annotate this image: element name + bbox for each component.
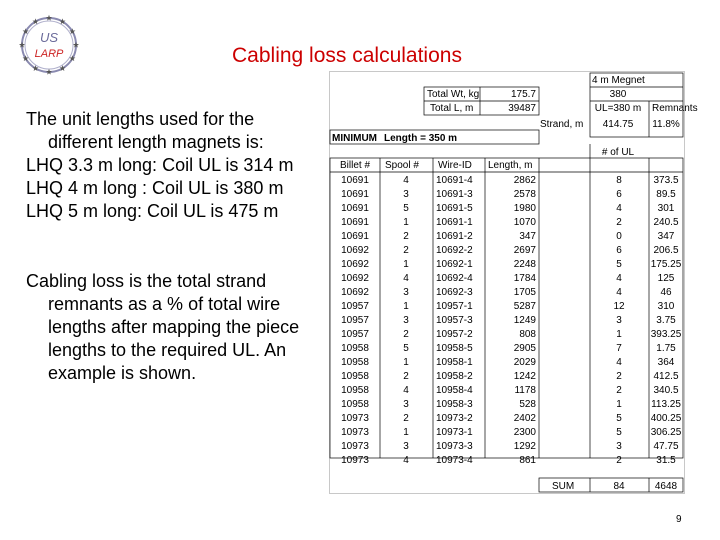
cell-spool: 3 xyxy=(403,189,409,200)
col-spool: Spool # xyxy=(385,160,419,171)
cell-wire-id: 10691-1 xyxy=(436,217,473,228)
remnants-value: 11.8% xyxy=(652,119,680,130)
cell-length: 1242 xyxy=(513,371,536,382)
cell-billet: 10957 xyxy=(341,301,369,312)
cell-ul-count: 5 xyxy=(616,413,622,424)
cell-spool: 2 xyxy=(403,231,409,242)
cell-ul-count: 0 xyxy=(616,231,622,242)
para1-line-3: LHQ 3.3 m long: Coil UL is 314 m xyxy=(26,155,294,175)
cell-wire-id: 10691-2 xyxy=(436,231,473,242)
cell-spool: 2 xyxy=(403,371,409,382)
cell-ul-count: 2 xyxy=(616,385,622,396)
cell-ul-count: 2 xyxy=(616,455,622,466)
cell-spool: 1 xyxy=(403,427,409,438)
ul-label: UL=380 m xyxy=(594,103,642,114)
para2-line-3: lengths after mapping the piece xyxy=(48,317,300,337)
cell-spool: 1 xyxy=(403,301,409,312)
slide-title: Cabling loss calculations xyxy=(232,44,462,67)
cell-remnant: 301 xyxy=(657,203,675,214)
para1-line-1: The unit lengths used for the xyxy=(26,109,255,129)
cell-spool: 3 xyxy=(403,315,409,326)
magnet-header: 4 m Megnet xyxy=(592,75,645,86)
cell-remnant: 47.75 xyxy=(653,441,679,452)
cell-length: 2402 xyxy=(513,413,536,424)
cabling-loss-paragraph xyxy=(26,270,336,385)
cell-wire-id: 10958-5 xyxy=(436,343,473,354)
cell-wire-id: 10958-4 xyxy=(436,385,473,396)
cell-remnant: 31.5 xyxy=(656,455,676,466)
cell-spool: 4 xyxy=(403,273,409,284)
cell-billet: 10973 xyxy=(341,413,369,424)
total-l-value: 39487 xyxy=(508,103,536,114)
cell-spool: 5 xyxy=(403,343,409,354)
cell-remnant: 347 xyxy=(657,231,675,242)
cell-billet: 10692 xyxy=(341,287,369,298)
cell-wire-id: 10692-2 xyxy=(436,245,473,256)
cell-ul-count: 4 xyxy=(616,273,622,284)
strand-value: 414.75 xyxy=(602,119,634,130)
cell-spool: 2 xyxy=(403,329,409,340)
cell-spool: 1 xyxy=(403,259,409,270)
cell-remnant: 393.25 xyxy=(650,329,682,340)
cell-billet: 10691 xyxy=(341,203,369,214)
cell-ul-count: 2 xyxy=(616,217,622,228)
cell-ul-count: 4 xyxy=(616,203,622,214)
cabling-spreadsheet xyxy=(329,71,698,494)
cell-length: 1249 xyxy=(513,315,536,326)
cell-length: 1178 xyxy=(514,385,536,396)
minimum-label: MINIMUM xyxy=(332,133,377,144)
cell-length: 1980 xyxy=(513,203,536,214)
cell-wire-id: 10691-3 xyxy=(436,189,473,200)
unit-lengths-paragraph xyxy=(26,108,326,223)
cell-billet: 10973 xyxy=(341,427,369,438)
cell-wire-id: 10692-4 xyxy=(436,273,473,284)
cell-billet: 10691 xyxy=(341,175,369,186)
para1-line-5: LHQ 5 m long: Coil UL is 475 m xyxy=(26,201,279,221)
cell-ul-count: 7 xyxy=(616,343,622,354)
cell-remnant: 340.5 xyxy=(653,385,679,396)
total-l-label: Total L, m xyxy=(430,103,474,114)
cell-ul-count: 12 xyxy=(613,301,625,312)
cell-remnant: 400.25 xyxy=(650,413,682,424)
cell-remnant: 206.5 xyxy=(653,245,679,256)
cell-length: 1292 xyxy=(513,441,536,452)
para2-line-5: example is shown. xyxy=(48,363,197,383)
magnet-value: 380 xyxy=(609,89,627,100)
cell-ul-count: 4 xyxy=(616,357,622,368)
cell-remnant: 373.5 xyxy=(653,175,679,186)
cell-spool: 2 xyxy=(403,245,409,256)
cell-length: 808 xyxy=(519,329,536,340)
cell-wire-id: 10958-1 xyxy=(436,357,473,368)
cell-wire-id: 10973-1 xyxy=(436,427,473,438)
cell-remnant: 175.25 xyxy=(650,259,682,270)
cell-wire-id: 10958-3 xyxy=(436,399,473,410)
total-wt-label: Total Wt, kg xyxy=(427,89,480,100)
cell-wire-id: 10973-2 xyxy=(436,413,473,424)
logo-larp-text: LARP xyxy=(34,48,64,60)
cell-length: 1705 xyxy=(513,287,536,298)
cell-billet: 10957 xyxy=(341,315,369,326)
cell-spool: 1 xyxy=(403,357,409,368)
cell-length: 1784 xyxy=(513,273,536,284)
cell-ul-count: 5 xyxy=(616,427,622,438)
cell-billet: 10973 xyxy=(341,455,369,466)
cell-wire-id: 10691-4 xyxy=(436,175,473,186)
para2-line-1: Cabling loss is the total strand xyxy=(26,271,267,291)
cell-wire-id: 10957-3 xyxy=(436,315,473,326)
cell-length: 2697 xyxy=(513,245,536,256)
cell-remnant: 125 xyxy=(657,273,675,284)
cell-length: 2862 xyxy=(513,175,536,186)
page-number: 9 xyxy=(676,514,682,525)
cell-wire-id: 10957-1 xyxy=(436,301,473,312)
sum-remnants: 4648 xyxy=(654,481,678,492)
cell-spool: 4 xyxy=(403,385,409,396)
cell-spool: 2 xyxy=(403,413,409,424)
cell-billet: 10958 xyxy=(341,385,369,396)
cell-remnant: 46 xyxy=(660,287,672,298)
cell-ul-count: 5 xyxy=(616,259,622,270)
cell-ul-count: 4 xyxy=(616,287,622,298)
cell-billet: 10958 xyxy=(341,371,369,382)
cell-ul-count: 1 xyxy=(616,329,622,340)
cell-remnant: 113.25 xyxy=(651,399,681,410)
cell-ul-count: 3 xyxy=(616,441,622,452)
cell-wire-id: 10973-4 xyxy=(436,455,473,466)
para2-line-2: remnants as a % of total wire xyxy=(48,294,281,314)
logo-us-text: US xyxy=(39,30,59,45)
cell-ul-count: 6 xyxy=(616,189,622,200)
cell-spool: 3 xyxy=(403,441,409,452)
col-length: Length, m xyxy=(488,160,533,171)
col-wire-id: Wire-ID xyxy=(438,160,472,171)
cell-spool: 4 xyxy=(403,455,409,466)
cell-billet: 10957 xyxy=(341,329,369,340)
cell-wire-id: 10957-2 xyxy=(436,329,473,340)
length-label: Length = 350 m xyxy=(384,133,458,144)
us-larp-logo xyxy=(16,12,82,78)
cell-billet: 10692 xyxy=(341,245,369,256)
cell-length: 1070 xyxy=(513,217,536,228)
cell-remnant: 1.75 xyxy=(656,343,676,354)
cell-length: 2905 xyxy=(513,343,536,354)
cell-remnant: 364 xyxy=(657,357,675,368)
col-billet: Billet # xyxy=(340,160,371,171)
cell-billet: 10691 xyxy=(341,189,369,200)
cell-length: 861 xyxy=(519,455,536,466)
cell-billet: 10973 xyxy=(341,441,369,452)
cell-wire-id: 10692-3 xyxy=(436,287,473,298)
total-wt-value: 175.7 xyxy=(510,89,536,100)
sum-ul: 84 xyxy=(613,481,625,492)
cell-spool: 5 xyxy=(403,203,409,214)
cell-length: 528 xyxy=(519,399,536,410)
cell-length: 2029 xyxy=(513,357,536,368)
cell-billet: 10958 xyxy=(341,399,369,410)
cell-length: 2248 xyxy=(513,259,536,270)
cell-wire-id: 10973-3 xyxy=(436,441,473,452)
cell-billet: 10691 xyxy=(341,217,369,228)
cell-ul-count: 8 xyxy=(616,175,622,186)
cell-wire-id: 10691-5 xyxy=(436,203,473,214)
logo-star-icon xyxy=(46,69,52,75)
cell-remnant: 240.5 xyxy=(653,217,679,228)
cell-spool: 3 xyxy=(403,399,409,410)
cell-length: 2578 xyxy=(513,189,536,200)
cell-billet: 10691 xyxy=(341,231,369,242)
cell-remnant: 89.5 xyxy=(656,189,676,200)
cell-ul-count: 3 xyxy=(616,315,622,326)
cell-length: 5287 xyxy=(513,301,536,312)
cell-ul-count: 2 xyxy=(616,371,622,382)
cell-wire-id: 10958-2 xyxy=(436,371,473,382)
cell-remnant: 310 xyxy=(657,301,675,312)
cell-spool: 1 xyxy=(403,217,409,228)
cell-ul-count: 1 xyxy=(616,399,622,410)
cell-billet: 10692 xyxy=(341,273,369,284)
cell-billet: 10692 xyxy=(341,259,369,270)
cell-remnant: 306.25 xyxy=(650,427,682,438)
cell-billet: 10958 xyxy=(341,343,369,354)
para1-line-4: LHQ 4 m long : Coil UL is 380 m xyxy=(26,178,284,198)
remnants-label: Remnants xyxy=(652,103,698,114)
cell-spool: 4 xyxy=(403,175,409,186)
logo-star-icon xyxy=(46,15,52,21)
cell-remnant: 3.75 xyxy=(656,315,676,326)
cell-length: 347 xyxy=(519,231,536,242)
cell-spool: 3 xyxy=(403,287,409,298)
cell-length: 2300 xyxy=(513,427,536,438)
cell-ul-count: 6 xyxy=(616,245,622,256)
sum-label: SUM xyxy=(552,481,575,492)
para2-line-4: lengths to the required UL. An xyxy=(48,340,287,360)
cell-remnant: 412.5 xyxy=(653,371,679,382)
para1-line-2: different length magnets is: xyxy=(48,132,264,152)
cell-wire-id: 10692-1 xyxy=(436,259,473,270)
strand-label: Strand, m xyxy=(540,119,584,130)
num-ul-label: # of UL xyxy=(601,147,635,158)
cell-billet: 10958 xyxy=(341,357,369,368)
